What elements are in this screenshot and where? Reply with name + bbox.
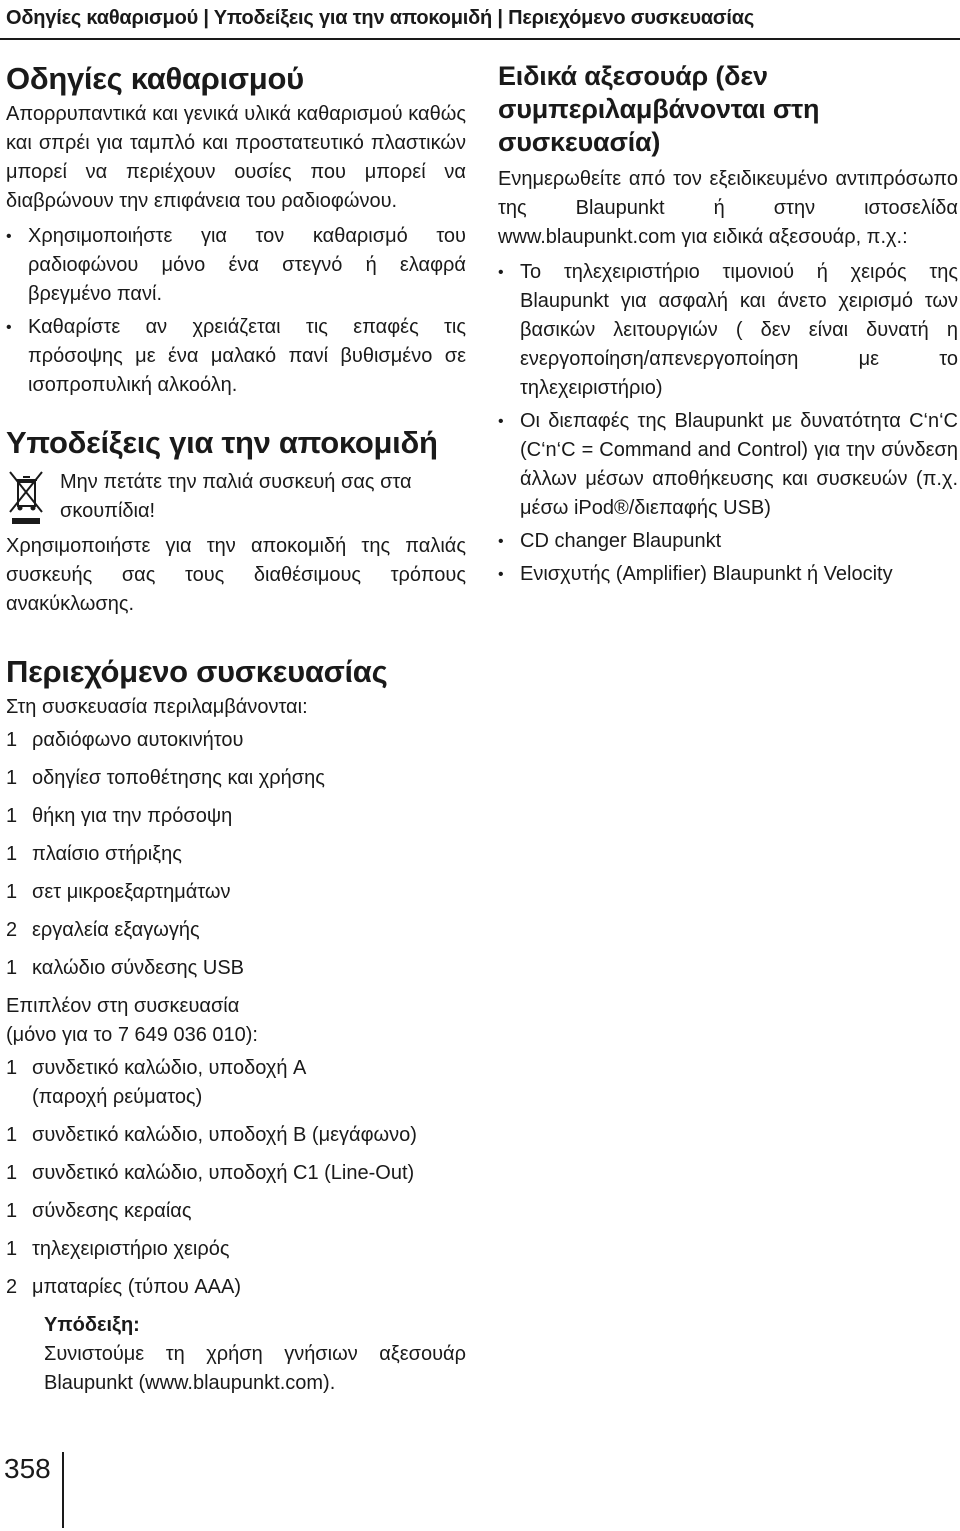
list-item (6, 1159, 466, 1188)
item-quantity: 1 (6, 767, 18, 789)
list-item (6, 1054, 466, 1112)
item-quantity: 1 (6, 1200, 18, 1222)
item-label-line-1: συνδετικό καλώδιο, υποδοχή A (32, 1057, 307, 1079)
package-list (6, 726, 466, 983)
bullet-item: • Χρησιμοποιήστε για τον καθαρισμό του ραδιοφώνου μόνο ένα στεγνό ή ελαφρά βρεγμένο πανί. (6, 222, 466, 309)
list-item (6, 802, 466, 831)
item-label: τηλεχειριστήριο χειρός (32, 1238, 230, 1260)
disposal-heading: Υποδείξεις για την αποκομιδή (6, 425, 438, 460)
header-divider (0, 38, 960, 40)
item-label: σετ μικροεξαρτημάτων (32, 881, 231, 903)
item-label: σύνδεσης κεραίας (32, 1200, 192, 1222)
list-item (6, 1197, 466, 1226)
left-column (6, 60, 466, 1398)
item-quantity: 1 (6, 881, 18, 903)
item-quantity: 1 (6, 1057, 18, 1079)
item-label: συνδετικό καλώδιο, υποδοχή C1 (Line-Out) (32, 1162, 415, 1184)
item-quantity: 1 (6, 1124, 18, 1146)
item-quantity: 2 (6, 919, 18, 941)
page-number: 358 (4, 1453, 51, 1484)
item-label: οδηγίεσ τοποθέτησης και χρήσης (32, 767, 325, 789)
item-label: ραδιόφωνο αυτοκινήτου (32, 729, 244, 751)
note-title: Υπόδειξη: (44, 1314, 140, 1336)
page-header (0, 0, 960, 36)
item-label: εργαλεία εξαγωγής (32, 919, 200, 941)
footer-divider (62, 1452, 64, 1528)
item-quantity: 1 (6, 957, 18, 979)
item-quantity: 1 (6, 1162, 18, 1184)
crossed-out-bin-icon (6, 468, 46, 528)
accessories-section (498, 60, 958, 589)
list-item (6, 878, 466, 907)
item-quantity: 1 (6, 729, 18, 751)
list-item (6, 954, 466, 983)
item-label: πλαίσιο στήριξης (32, 843, 182, 865)
list-item (6, 726, 466, 755)
list-item (6, 840, 466, 869)
cleaning-bullets (6, 222, 466, 400)
bullet-item: • Οι διεπαφές της Blaupunkt με δυνατότητα C‘n‘C (C‘n‘C = Command and Control) για την σύνδεση άλλων μέσων αποθήκευσης και συσκευών (π.χ. μέσω iPod®/διεπαφής USB) (498, 407, 958, 523)
item-label: καλώδιο σύνδεσης USB (32, 957, 245, 979)
cleaning-intro: Απορρυπαντικά και γενικά υλικά καθαρισμού καθώς και σπρέι για ταμπλό και προστατευτικό πλαστικών μπορεί να περιέχουν ουσίες που μπορεί να διαβρώνουν την επιφάνεια του ραδιοφώνου. (6, 103, 466, 212)
item-label: θήκη για την πρόσοψη (32, 805, 233, 827)
bullet-item: • CD changer Blaupunkt (498, 527, 958, 556)
item-quantity: 1 (6, 843, 18, 865)
list-item (6, 1273, 466, 1302)
bullet-item: • Καθαρίστε αν χρειάζεται τις επαφές τις πρόσοψης με ένα μαλακό πανί βυθισμένο σε ισοπροπυλική αλκοόλη. (6, 313, 466, 400)
bullet-item: • Το τηλεχειριστήριο τιμονιού ή χειρός της Blaupunkt για ασφαλή και άνετο χειρισμό των βασικών λειτουργιών ( δεν είναι δυνατή η ενεργοποίηση/απενεργοποίηση με το τηλεχειριστήριο) (498, 258, 958, 403)
package-section (6, 653, 466, 1398)
item-quantity: 1 (6, 805, 18, 827)
header-title: Οδηγίες καθαρισμού | Υποδείξεις για την αποκομιδή | Περιεχόμενο συσκευασίας (6, 6, 755, 29)
item-label (32, 1054, 306, 1112)
accessories-heading: Ειδικά αξεσουάρ (δεν συμπεριλαμβάνονται στη συσκευασία) (498, 61, 820, 157)
list-item (6, 916, 466, 945)
extra-list (6, 1054, 466, 1302)
note-text: Συνιστούμε τη χρήση γνήσιων αξεσουάρ Blaupunkt (www.blaupunkt.com). (44, 1343, 466, 1394)
accessories-bullets (498, 258, 958, 589)
item-label: μπαταρίες (τύπου AAA) (32, 1276, 242, 1298)
list-item (6, 764, 466, 793)
item-quantity: 1 (6, 1238, 18, 1260)
cleaning-heading: Οδηγίες καθαρισμού (6, 61, 304, 96)
bullet-item: • Ενισχυτής (Amplifier) Blaupunkt ή Velocity (498, 560, 958, 589)
disposal-section (6, 424, 466, 619)
disposal-warning: Μην πετάτε την παλιά συσκευή σας στα σκουπίδια! (60, 471, 412, 522)
extra-intro-line-2: (μόνο για το 7 649 036 010): (6, 1024, 258, 1046)
package-intro: Στη συσκευασία περιλαμβάνονται: (6, 696, 308, 718)
extra-intro-line-1: Επιπλέον στη συσκευασία (6, 995, 240, 1017)
accessories-intro: Ενημερωθείτε από τον εξειδικευμένο αντιπρόσωπο της Blaupunkt ή στην ιστοσελίδα www.blaupunkt.com για ειδικά αξεσουάρ, π.χ.: (498, 168, 958, 248)
item-quantity: 2 (6, 1276, 18, 1298)
right-column (498, 60, 958, 593)
list-item (6, 1235, 466, 1264)
note-box (44, 1311, 466, 1398)
item-label: συνδετικό καλώδιο, υποδοχή B (μεγάφωνο) (32, 1124, 417, 1146)
list-item (6, 1121, 466, 1150)
package-heading: Περιεχόμενο συσκευασίας (6, 654, 388, 689)
disposal-warning-row (6, 468, 466, 528)
disposal-text: Χρησιμοποιήστε για την αποκομιδή της παλιάς συσκευής σας τους διαθέσιμους τρόπους ανακύκλωσης. (6, 535, 466, 615)
item-label-line-2: (παροχή ρεύματος) (32, 1086, 203, 1108)
cleaning-section (6, 60, 466, 400)
